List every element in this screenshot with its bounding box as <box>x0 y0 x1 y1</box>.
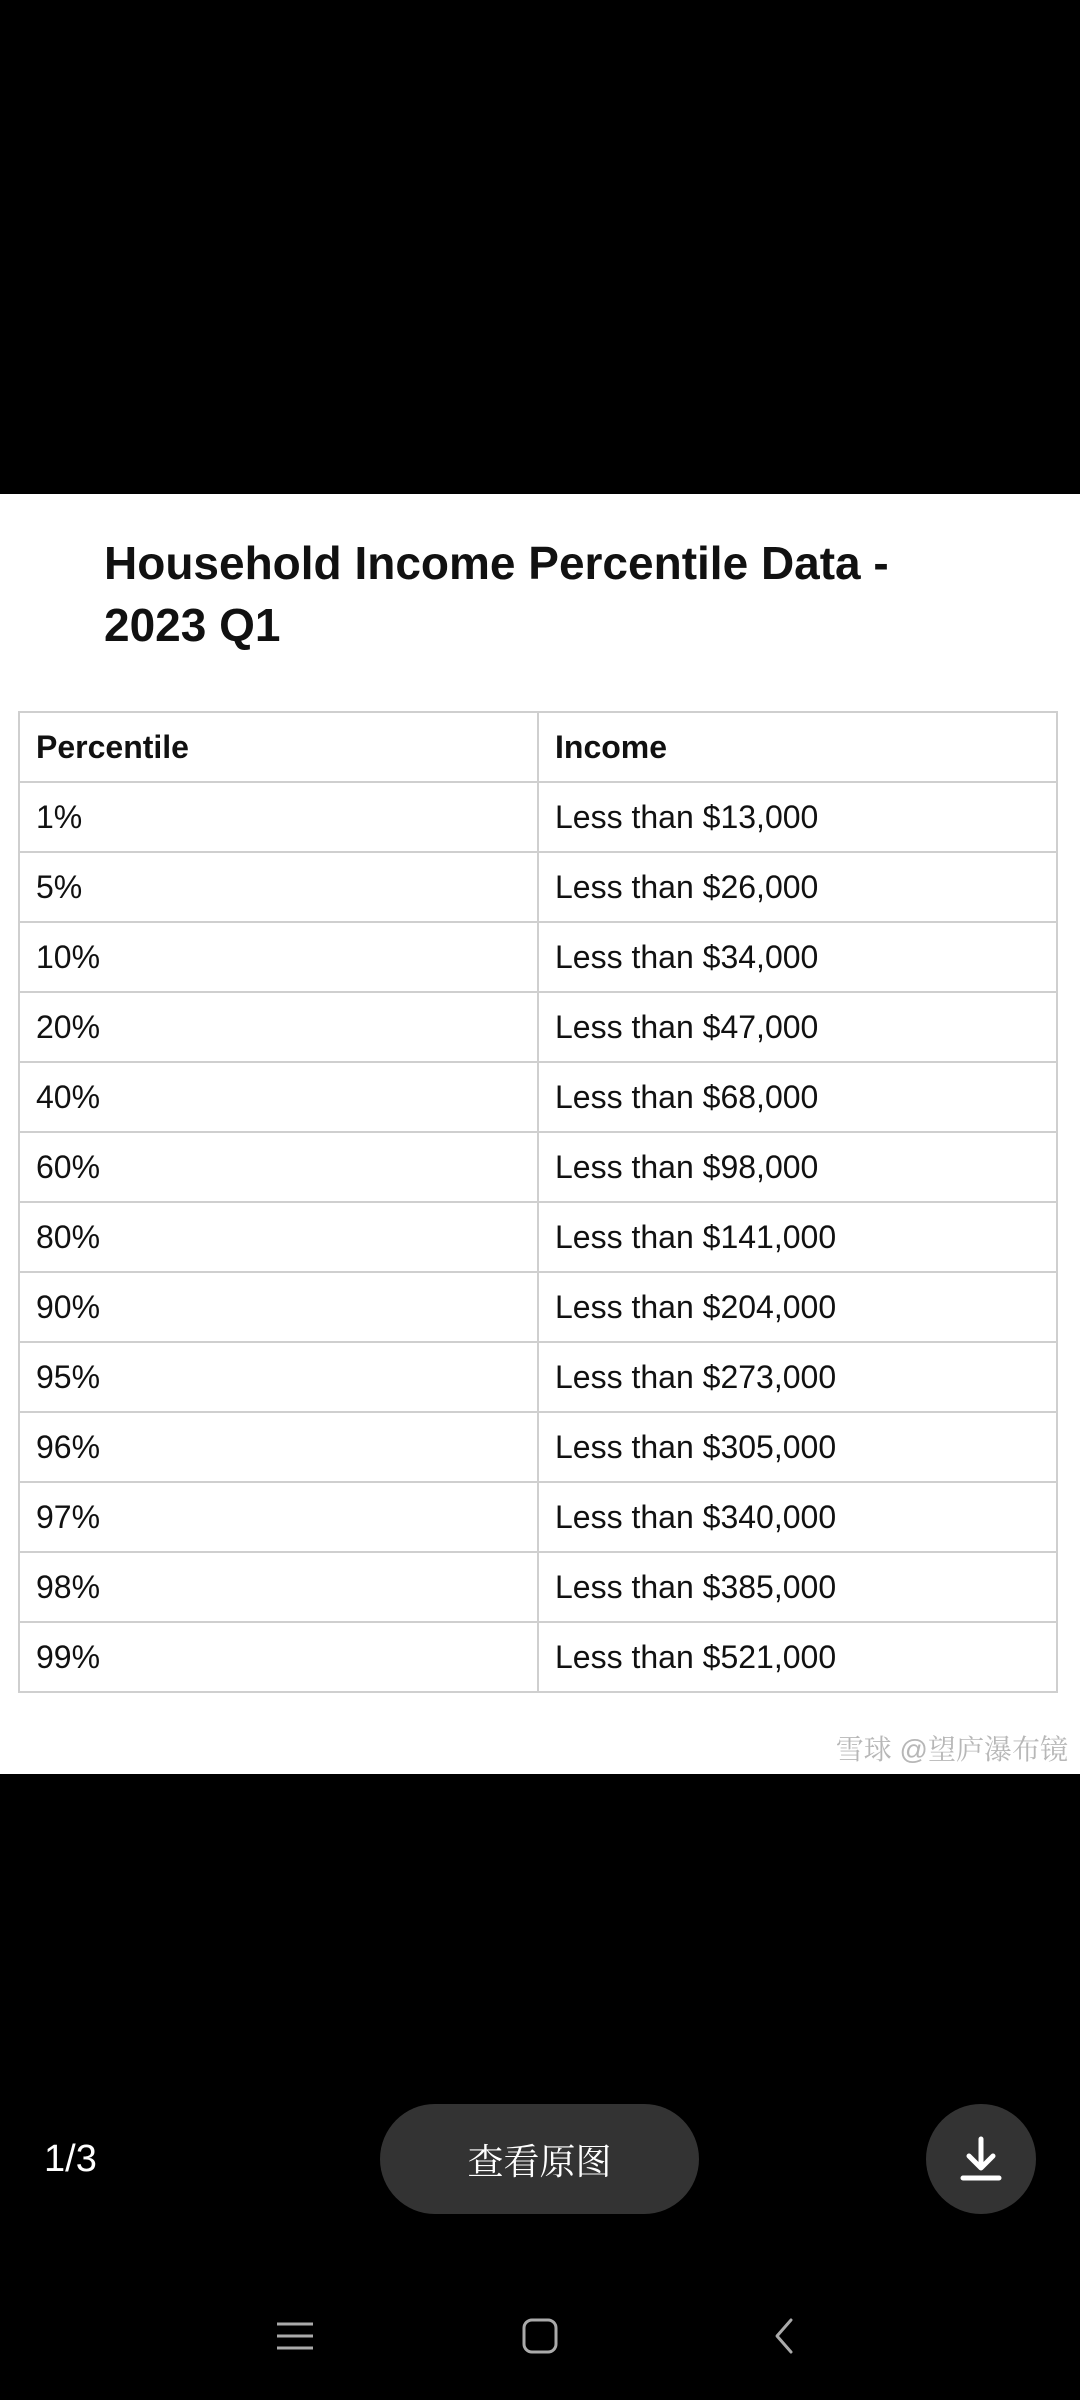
percentile-cell: 97% <box>19 1482 538 1552</box>
image-content[interactable] <box>0 494 1080 1774</box>
system-navigation-bar <box>0 2290 1080 2380</box>
income-cell: Less than $68,000 <box>538 1062 1057 1132</box>
table-header-row <box>19 712 1057 782</box>
recent-apps-button[interactable] <box>265 2306 325 2366</box>
table-row <box>19 1132 1057 1202</box>
percentile-cell: 20% <box>19 992 538 1062</box>
view-original-button[interactable]: 查看原图 <box>380 2104 699 2214</box>
table-row <box>19 852 1057 922</box>
table-row <box>19 1272 1057 1342</box>
table-row <box>19 1342 1057 1412</box>
page-title: Household Income Percentile Data - 2023 Q1 <box>104 537 889 651</box>
table-row <box>19 922 1057 992</box>
table-row <box>19 1412 1057 1482</box>
income-cell: Less than $13,000 <box>538 782 1057 852</box>
income-cell: Less than $204,000 <box>538 1272 1057 1342</box>
percentile-cell: 60% <box>19 1132 538 1202</box>
page-indicator: 1/3 <box>44 2138 97 2180</box>
percentile-cell: 1% <box>19 782 538 852</box>
income-cell: Less than $26,000 <box>538 852 1057 922</box>
table-row <box>19 1482 1057 1552</box>
download-icon <box>953 2131 1009 2187</box>
percentile-cell: 98% <box>19 1552 538 1622</box>
income-cell: Less than $141,000 <box>538 1202 1057 1272</box>
percentile-cell: 40% <box>19 1062 538 1132</box>
income-cell: Less than $34,000 <box>538 922 1057 992</box>
watermark: 雪球 @望庐瀑布镜 <box>835 1734 1068 1765</box>
header-income: Income <box>538 712 1057 782</box>
percentile-cell: 95% <box>19 1342 538 1412</box>
back-icon <box>765 2316 805 2356</box>
header-percentile: Percentile <box>19 712 538 782</box>
table-row <box>19 992 1057 1062</box>
home-icon <box>520 2316 560 2356</box>
income-cell: Less than $98,000 <box>538 1132 1057 1202</box>
percentile-cell: 80% <box>19 1202 538 1272</box>
table-row <box>19 1202 1057 1272</box>
income-cell: Less than $521,000 <box>538 1622 1057 1692</box>
percentile-cell: 5% <box>19 852 538 922</box>
percentile-cell: 99% <box>19 1622 538 1692</box>
table-row <box>19 782 1057 852</box>
table-row <box>19 1552 1057 1622</box>
income-cell: Less than $385,000 <box>538 1552 1057 1622</box>
menu-icon <box>273 2316 317 2356</box>
back-button[interactable] <box>755 2306 815 2366</box>
home-button[interactable] <box>510 2306 570 2366</box>
income-cell: Less than $273,000 <box>538 1342 1057 1412</box>
income-cell: Less than $340,000 <box>538 1482 1057 1552</box>
percentile-cell: 90% <box>19 1272 538 1342</box>
income-cell: Less than $47,000 <box>538 992 1057 1062</box>
table-row <box>19 1622 1057 1692</box>
income-table <box>18 711 1058 1693</box>
percentile-cell: 96% <box>19 1412 538 1482</box>
table-row <box>19 1062 1057 1132</box>
income-cell: Less than $305,000 <box>538 1412 1057 1482</box>
download-button[interactable] <box>926 2104 1036 2214</box>
percentile-cell: 10% <box>19 922 538 992</box>
